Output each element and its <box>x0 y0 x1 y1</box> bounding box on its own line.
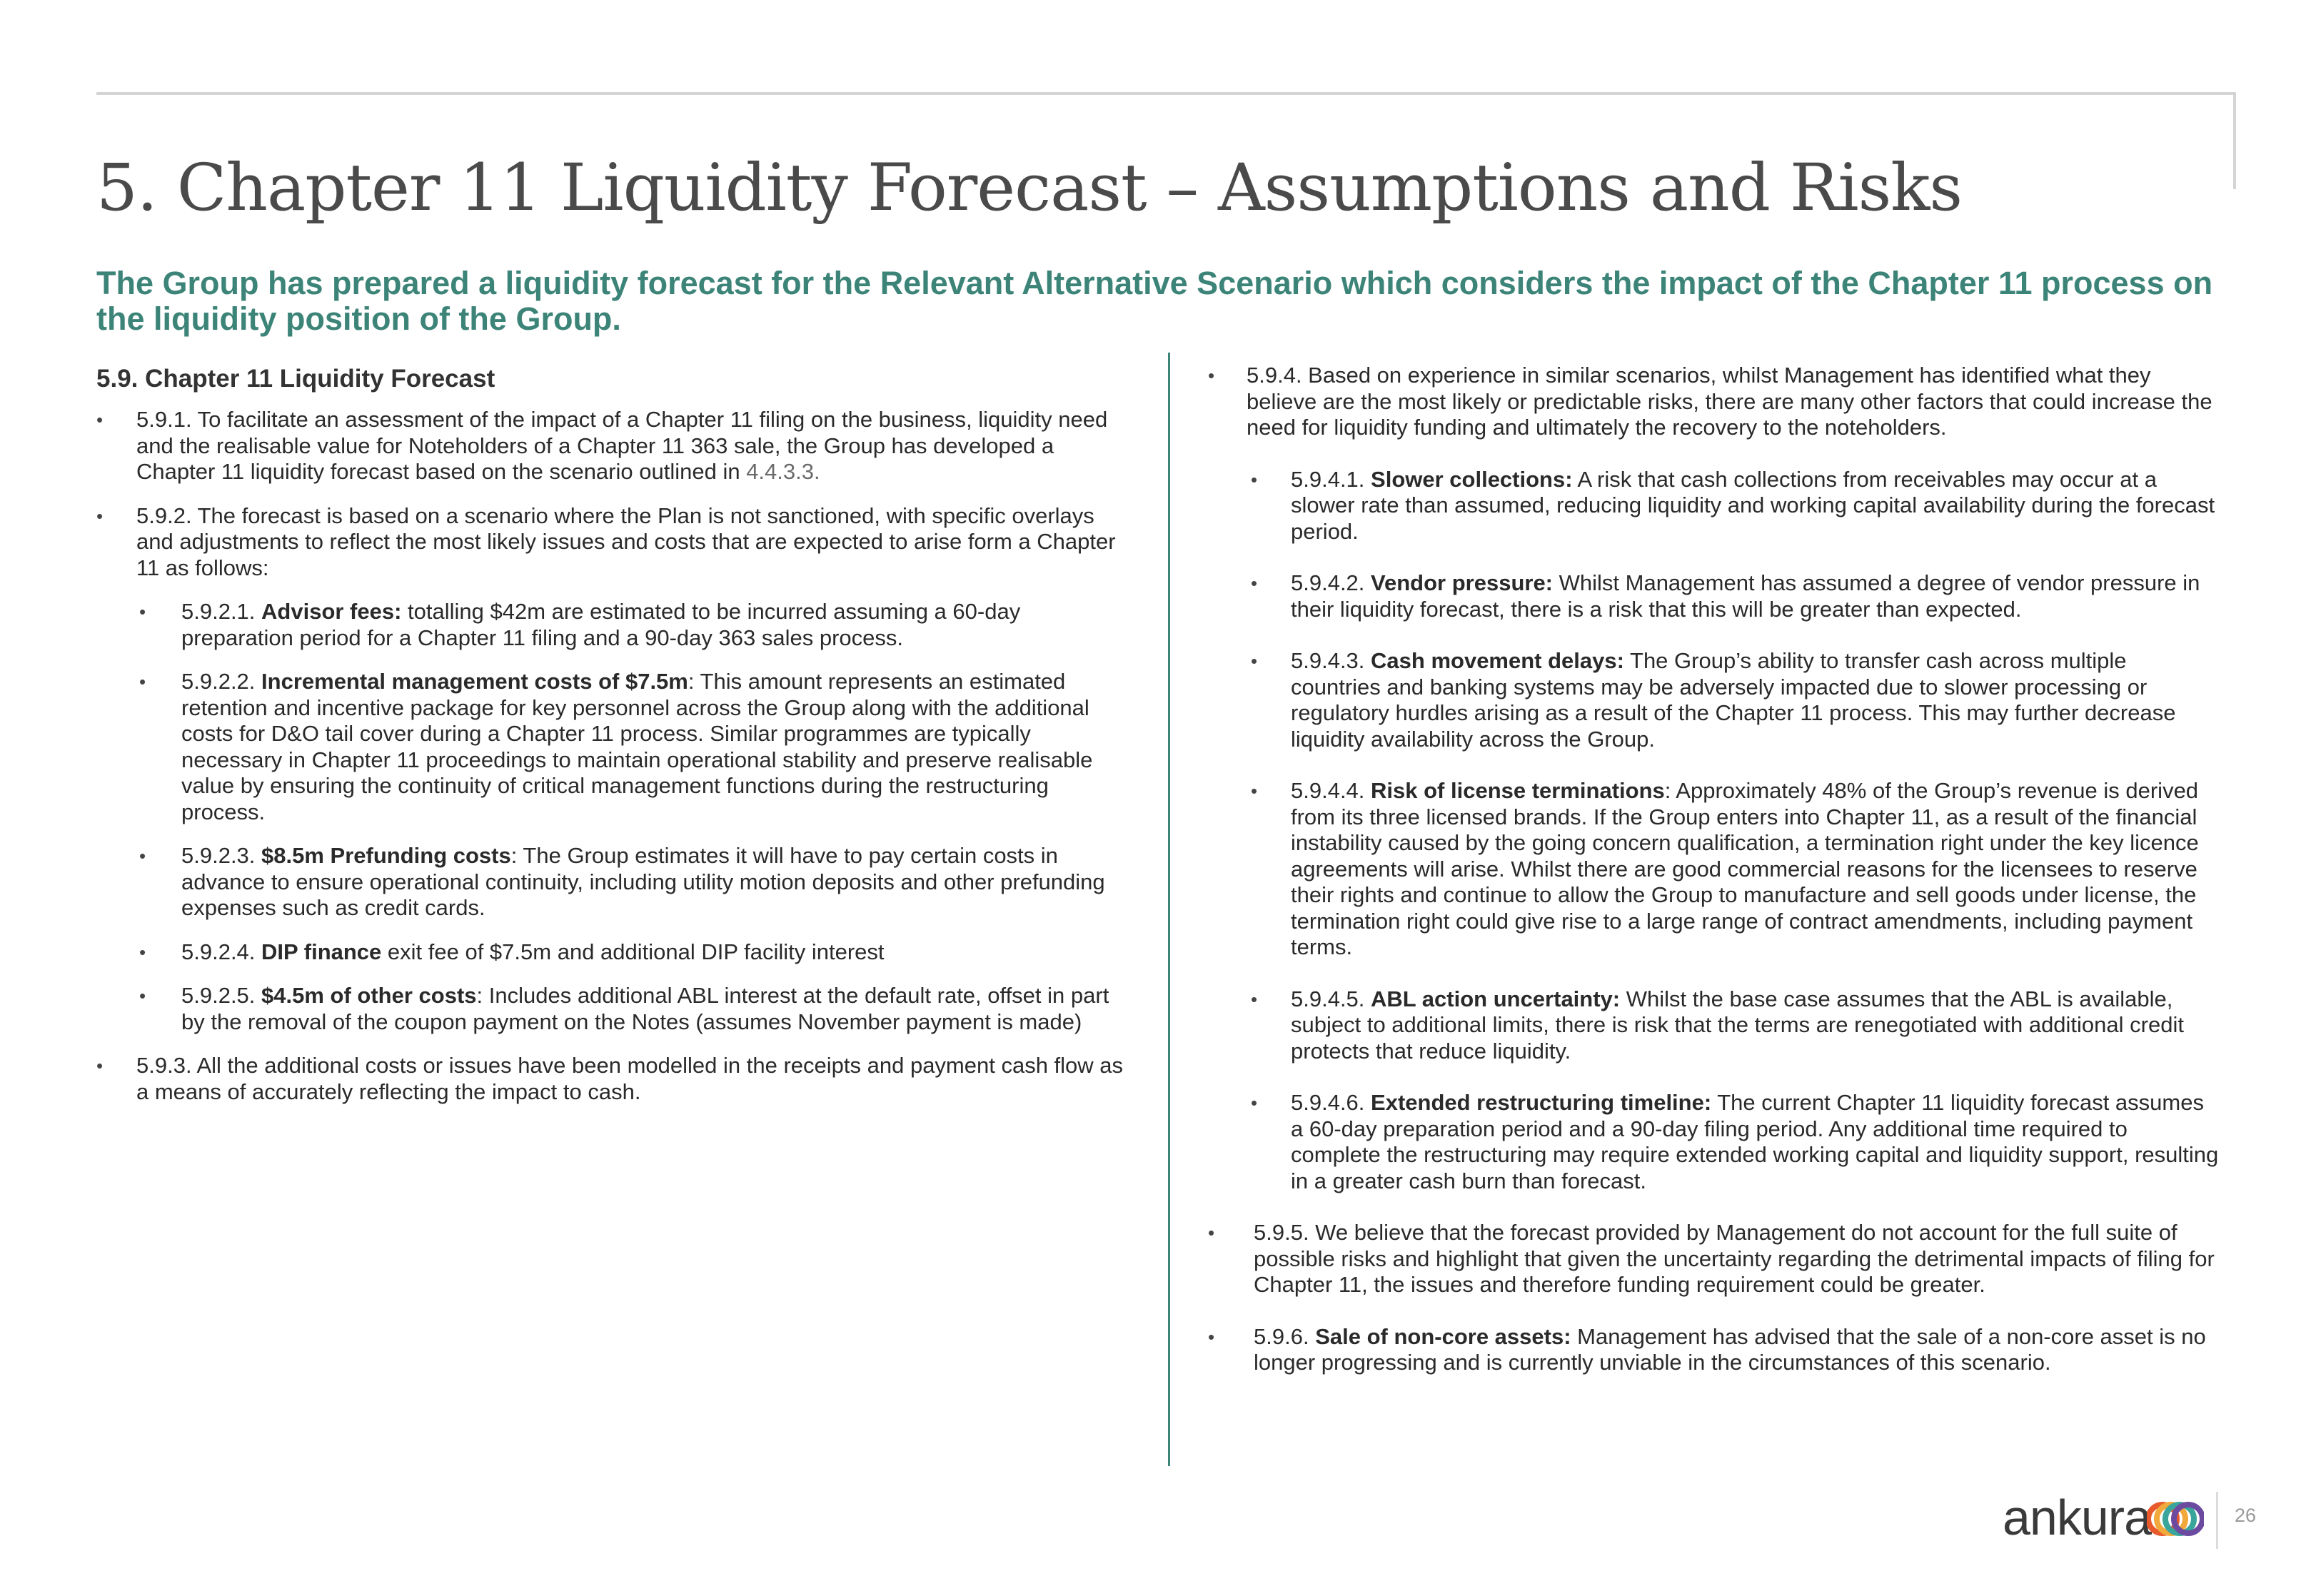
section-heading: 5.9. Chapter 11 Liquidity Forecast <box>96 365 495 393</box>
header-rule <box>96 92 2235 95</box>
header-rule-end <box>2233 92 2236 189</box>
footer-separator <box>2216 1492 2218 1549</box>
list-item-5-9-6: • 5.9.6. Sale of non-core assets: Management has advised that the sale of a non-core asset is no longer progressing and is currently unviable in the circumstances of this scenario. <box>1208 1323 2206 1375</box>
list-item-5-9-5: • 5.9.5. We believe that the forecast provided by Management do not account for the full suite of possible risks and highlight that given the uncertainty regarding the detrimental impacts of filing for Chapter 11, the issues and therefore funding requirement could be greater. <box>1208 1220 2215 1297</box>
bullet-icon: • <box>139 985 146 1006</box>
right-list <box>1208 363 2222 1376</box>
bullet-icon: • <box>1251 650 1258 672</box>
list-item-5-9-4-3: • 5.9.4.3. Cash movement delays: The Group’s ability to transfer cash across multiple countries and banking systems may be adversely impacted due to slower processing or regulatory hurdles arising as a result of the Chapter 11 process. This may further decrease liquidity availability across the Group. <box>1251 648 2176 752</box>
right-column <box>1208 363 2222 1402</box>
bullet-icon: • <box>1208 1222 1215 1243</box>
list-item-5-9-2-5: • 5.9.2.5. $4.5m of other costs: Includes additional ABL interest at the default rate, offset in part by the removal of the coupon payment on the Notes (assumes November payment is made) <box>139 983 1109 1034</box>
bullet-icon: • <box>1251 572 1258 594</box>
section-reference-link[interactable]: 4.4.3.3. <box>746 459 820 484</box>
logo-rings-icon <box>2147 1495 2204 1543</box>
bullet-icon: • <box>139 941 146 963</box>
bullet-icon: • <box>1208 365 1215 386</box>
list-item-5-9-4: • 5.9.4. Based on experience in similar scenarios, whilst Management has identified what they believe are the most likely or predictable risks, there are many other factors that could increase the need for liquidity funding and ultimately the recovery to the noteholders. <box>1208 363 2212 440</box>
list-item-5-9-4-2: • 5.9.4.2. Vendor pressure: Whilst Management has assumed a degree of vendor pressure in their liquidity forecast, there is a risk that this will be greater than expected. <box>1251 570 2200 622</box>
left-column <box>96 363 1124 1123</box>
list-item-5-9-2-3: • 5.9.2.3. $8.5m Prefunding costs: The Group estimates it will have to pay certain costs in advance to ensure operational continuity, including utility motion deposits and other prefunding expenses such as credit cards. <box>139 843 1105 920</box>
logo-wordmark: ankura <box>2003 1490 2152 1545</box>
bullet-icon: • <box>96 505 104 527</box>
bullet-icon: • <box>96 409 104 430</box>
column-divider <box>1168 353 1170 1466</box>
bullet-icon: • <box>1251 1092 1258 1113</box>
list-item-5-9-2: • 5.9.2. The forecast is based on a scenario where the Plan is not sanctioned, with specific overlays and adjustments to reflect the most likely issues and costs that are expected to arise form a Chapter 11 as follows: <box>96 502 1116 580</box>
bullet-icon: • <box>1208 1325 1215 1348</box>
page-number: 26 <box>2235 1505 2257 1526</box>
bullet-icon: • <box>1251 468 1258 490</box>
list-item-5-9-4-6: • 5.9.4.6. Extended restructuring timeline: The current Chapter 11 liquidity forecast assumes a 60-day preparation period and a 90-day filing period. Any additional time required to complete the restructuring may require extended working capital and liquidity support, resulting in a greater cash burn than forecast. <box>1251 1090 2219 1193</box>
list-item-5-9-4-1: • 5.9.4.1. Slower collections: A risk that cash collections from receivables may occur at a slower rate than assumed, reducing liquidity and working capital availability during the forecast period. <box>1251 466 2215 544</box>
list-item-5-9-4-4: • 5.9.4.4. Risk of license terminations: Approximately 48% of the Group’s revenue is derived from its three licensed brands. If the Group enters into Chapter 11, as a result of the financial instability caused by the going concern qualification, a termination right under the key licence agreements will arise. Whilst there are good commercial reasons for the licensees to reserve their rights and continue to allow the Group to manufacture and sell goods under license, the termination right could give rise to a large range of contract amendments, including payment terms. <box>1251 778 2199 959</box>
left-list <box>96 407 1124 1105</box>
list-item-5-9-2-2: • 5.9.2.2. Incremental management costs of $7.5m: This amount represents an estimated retention and incentive package for key personnel across the Group along with the additional costs for D&O tail cover during a Chapter 11 process. Similar programmes are typically necessary in Chapter 11 proceedings to maintain operational stability and preserve realisable value by ensuring the continuity of critical management functions during the restructuring process. <box>139 669 1093 824</box>
bullet-icon: • <box>1251 988 1258 1010</box>
page-subtitle: The Group has prepared a liquidity forecast for the Relevant Alternative Scenario which considers the impact of the Chapter 11 process on the liquidity position of the Group. <box>96 265 2213 337</box>
page-title: 5. Chapter 11 Liquidity Forecast – Assumptions and Risks <box>96 151 1963 226</box>
bullet-icon: • <box>96 1055 104 1076</box>
list-item-5-9-2-4: • 5.9.2.4. DIP finance exit fee of $7.5m and additional DIP facility interest <box>139 939 885 964</box>
bullet-icon: • <box>139 601 146 622</box>
list-item-5-9-2-1: • 5.9.2.1. Advisor fees: totalling $42m are estimated to be incurred assuming a 60-day preparation period for a Chapter 11 filing and a 90-day 363 sales process. <box>139 599 1021 650</box>
list-item-5-9-3: • 5.9.3. All the additional costs or issues have been modelled in the receipts and payment cash flow as a means of accurately reflecting the impact to cash. <box>96 1053 1124 1104</box>
ankura-logo <box>2003 1489 2202 1546</box>
bullet-icon: • <box>139 671 146 692</box>
list-item-5-9-4-5: • 5.9.4.5. ABL action uncertainty: Whilst the base case assumes that the ABL is available, subject to additional limits, there is risk that the terms are renegotiated with additional credit protects that reduce liquidity. <box>1251 986 2184 1064</box>
list-item-5-9-1: • 5.9.1. To facilitate an assessment of the impact of a Chapter 11 filing on the business, liquidity need and the realisable value for Noteholders of a Chapter 11 363 sale, the Group has developed a Chapter 11 liquidity forecast based on the scenario outlined in 4.4.3.3. <box>96 407 1108 484</box>
bullet-icon: • <box>1251 780 1258 802</box>
bullet-icon: • <box>139 845 146 867</box>
